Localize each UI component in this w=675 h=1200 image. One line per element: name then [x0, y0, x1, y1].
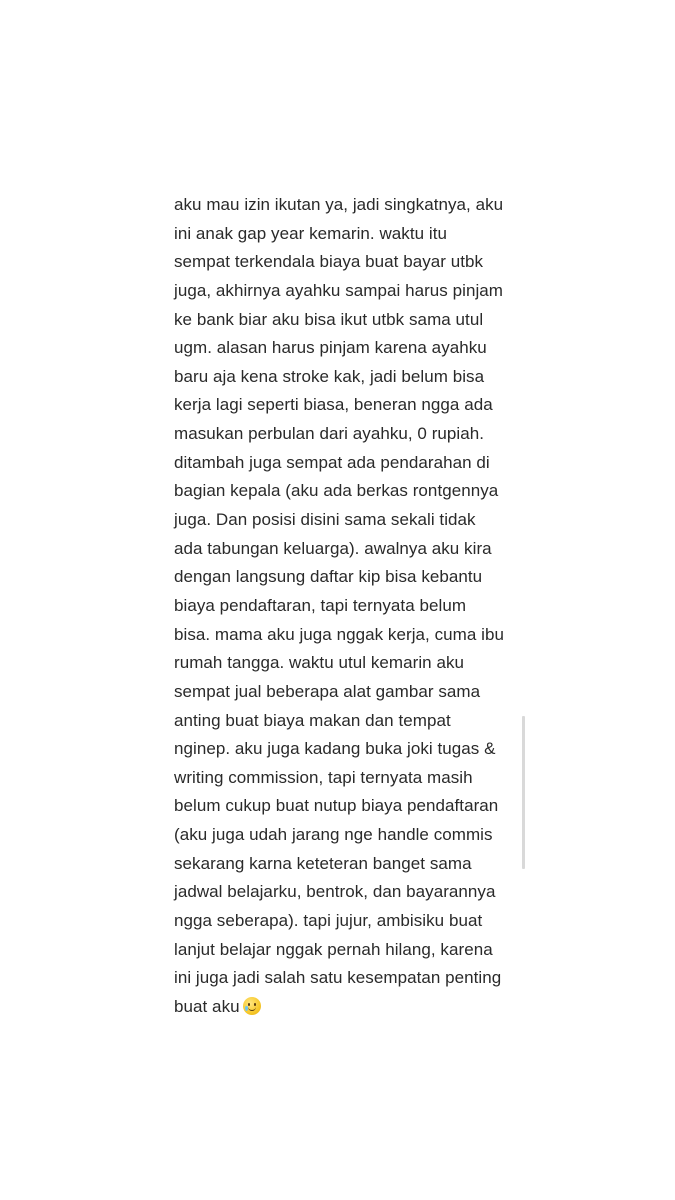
note-text-body	[174, 191, 524, 1022]
note-line-text: buat aku	[174, 996, 240, 1016]
note-line: ini juga jadi salah satu kesempatan penting	[174, 968, 502, 988]
note-line: lanjut belajar nggak pernah hilang, karena	[174, 939, 493, 959]
note-line: ke bank biar aku bisa ikut utbk sama utul	[174, 309, 484, 329]
note-line: juga, akhirnya ayahku sampai harus pinjam	[174, 280, 504, 300]
note-line: bisa. mama aku juga nggak kerja, cuma ibu	[174, 624, 504, 644]
note-line: kerja lagi seperti biasa, beneran ngga ada	[174, 395, 493, 415]
note-line: sekarang karna keteteran banget sama	[174, 853, 472, 873]
note-line: ugm. alasan harus pinjam karena ayahku	[174, 338, 487, 358]
note-line: biaya pendaftaran, tapi ternyata belum	[174, 595, 467, 615]
note-line: (aku juga udah jarang nge handle commis	[174, 825, 493, 845]
note-line: belum cukup buat nutup biaya pendaftaran	[174, 796, 499, 816]
note-line: sempat terkendala biaya buat bayar utbk	[174, 252, 484, 272]
scrollbar-thumb[interactable]	[522, 716, 525, 869]
note-line: ngga seberapa). tapi jujur, ambisiku buat	[174, 911, 483, 931]
note-line: anting buat biaya makan dan tempat	[174, 710, 451, 730]
note-line: writing commission, tapi ternyata masih	[174, 767, 473, 787]
note-line: jadwal belajarku, bentrok, dan bayarannya	[174, 882, 496, 902]
note-line: baru aja kena stroke kak, jadi belum bisa	[174, 366, 485, 386]
note-line: aku mau izin ikutan ya, jadi singkatnya, aku	[174, 195, 504, 214]
note-line: dengan langsung daftar kip bisa kebantu	[174, 567, 483, 587]
note-line: juga. Dan posisi disini sama sekali tidak	[174, 510, 476, 530]
note-line: masukan perbulan dari ayahku, 0 rupiah.	[174, 424, 485, 444]
note-last-line	[174, 993, 524, 1022]
note-line: nginep. aku juga kadang buka joki tugas &	[174, 739, 496, 759]
note-line: ada tabungan keluarga). awalnya aku kira	[174, 538, 492, 558]
note-line: sempat jual beberapa alat gambar sama	[174, 681, 481, 701]
note-line: bagian kepala (aku ada berkas rontgennya	[174, 481, 499, 501]
note-line: rumah tangga. waktu utul kemarin aku	[174, 653, 465, 673]
note-line: ditambah juga sempat ada pendarahan di	[174, 452, 490, 472]
note-line: ini anak gap year kemarin. waktu itu	[174, 223, 447, 243]
smiling-face-with-tear-icon	[243, 997, 261, 1015]
